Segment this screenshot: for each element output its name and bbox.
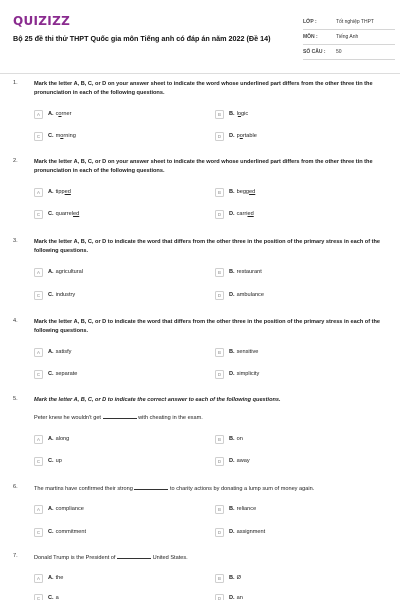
prompt-text-post: United States.: [152, 555, 188, 561]
question-prompt: Mark the letter A, B, C, or D to indicate the correct answer to each of the following questions.: [34, 397, 281, 403]
option-letter-box: C: [34, 132, 43, 141]
question-stem: [34, 413, 203, 421]
option-text-underlined: o: [60, 133, 64, 139]
option-b[interactable]: [215, 109, 248, 119]
header-divider: [0, 73, 400, 74]
option-label: A.: [48, 349, 54, 355]
option-a[interactable]: [34, 347, 71, 357]
option-text: compliance: [55, 506, 84, 512]
option-text: [237, 133, 257, 139]
option-letter-box: B: [215, 188, 224, 197]
option-label: D.: [229, 371, 235, 377]
option-text-underlined: ed: [247, 211, 254, 217]
option-text: [56, 211, 80, 217]
option-text-underlined: o: [58, 111, 62, 117]
option-letter-box: D: [215, 457, 224, 466]
option-a[interactable]: [34, 573, 63, 583]
option-label: A.: [48, 269, 54, 275]
option-d[interactable]: [215, 131, 257, 141]
option-text: a: [55, 595, 59, 600]
meta-row-count: [303, 45, 395, 60]
option-text: away: [236, 458, 250, 464]
option-text: industry: [55, 292, 76, 298]
option-text: an: [236, 595, 243, 600]
question-prompt: [34, 553, 384, 563]
option-label: B.: [229, 189, 235, 195]
option-text: assignment: [236, 529, 266, 535]
option-text-underlined: ed: [64, 189, 71, 195]
option-letter-box: D: [215, 528, 224, 537]
meta-key: MÔN :: [303, 34, 318, 40]
option-text: agricultural: [55, 269, 83, 275]
option-text-post: rning: [63, 133, 76, 139]
option-text: the: [55, 575, 64, 581]
option-letter-box: D: [215, 594, 224, 600]
option-text: [237, 211, 254, 217]
option-letter-box: C: [34, 594, 43, 600]
option-b[interactable]: [215, 187, 255, 197]
option-c[interactable]: [34, 131, 76, 141]
question-number: 6.: [13, 484, 18, 490]
option-b[interactable]: [215, 504, 256, 514]
option-label: C.: [48, 211, 54, 217]
option-text: on: [236, 436, 243, 442]
option-text-post: rner: [61, 111, 72, 117]
option-d[interactable]: [215, 456, 250, 466]
option-letter-box: B: [215, 505, 224, 514]
option-a[interactable]: [34, 109, 71, 119]
option-text: Ø: [236, 575, 241, 581]
option-text: commitment: [55, 529, 87, 535]
option-b[interactable]: [215, 267, 262, 277]
option-d[interactable]: [215, 290, 264, 300]
option-label: D.: [229, 458, 235, 464]
option-letter-box: D: [215, 291, 224, 300]
stem-text-pre: Peter knew he wouldn't get: [34, 415, 101, 421]
option-b[interactable]: [215, 347, 258, 357]
meta-row-subject: [303, 30, 395, 45]
option-c[interactable]: [34, 593, 59, 600]
option-label: A.: [48, 436, 54, 442]
question-prompt: Mark the letter A, B, C, or D to indicate the word that differs from the other three in the position of the primary stress in each of the following questions.: [34, 239, 381, 254]
option-text-pre: p: [236, 133, 240, 139]
option-c[interactable]: [34, 527, 86, 537]
option-a[interactable]: [34, 267, 83, 277]
option-text-pre: quarrel: [55, 211, 74, 217]
option-a[interactable]: [34, 434, 69, 444]
answer-blank: [103, 413, 137, 419]
option-text: [237, 111, 249, 117]
option-label: C.: [48, 529, 54, 535]
option-label: B.: [229, 349, 235, 355]
meta-row-class: [303, 15, 395, 30]
question-prompt: [34, 484, 384, 494]
option-d[interactable]: [215, 527, 265, 537]
option-text-underlined: ed: [249, 189, 256, 195]
meta-value: Tiếng Anh: [336, 34, 359, 40]
option-letter-box: B: [215, 110, 224, 119]
option-text: separate: [55, 371, 78, 377]
option-text-underlined: o: [237, 111, 241, 117]
option-label: A.: [48, 189, 54, 195]
question-number: 4.: [13, 318, 18, 324]
option-a[interactable]: [34, 187, 71, 197]
option-text: [56, 133, 76, 139]
option-text: along: [55, 436, 70, 442]
option-label: A.: [48, 506, 54, 512]
option-d[interactable]: [215, 369, 259, 379]
prompt-text-pre: Donald Trump is the President of: [34, 555, 116, 561]
option-text: [56, 111, 72, 117]
option-d[interactable]: [215, 209, 254, 219]
meta-panel: [303, 15, 395, 60]
option-text-pre: begg: [236, 189, 250, 195]
option-letter-box: D: [215, 132, 224, 141]
option-label: B.: [229, 269, 235, 275]
option-text: simplicity: [236, 371, 260, 377]
option-label: D.: [229, 595, 235, 600]
option-text: [56, 189, 71, 195]
option-letter-box: D: [215, 210, 224, 219]
option-label: D.: [229, 133, 235, 139]
option-label: B.: [229, 111, 235, 117]
prompt-text-pre: The martins have confirmed their strong: [34, 486, 133, 492]
option-label: C.: [48, 133, 54, 139]
option-b[interactable]: [215, 434, 243, 444]
option-letter-box: C: [34, 210, 43, 219]
option-label: C.: [48, 371, 54, 377]
option-letter-box: C: [34, 528, 43, 537]
option-letter-box: A: [34, 188, 43, 197]
option-text: ambulance: [236, 292, 264, 298]
option-label: C.: [48, 595, 54, 600]
option-text: [237, 189, 256, 195]
option-label: D.: [229, 529, 235, 535]
question-prompt: Mark the letter A, B, C, or D to indicate the word that differs from the other three in the position of the primary stress in each of the following questions.: [34, 319, 381, 334]
option-text-pre: tipp: [55, 189, 65, 195]
option-label: A.: [48, 111, 54, 117]
option-label: A.: [48, 575, 54, 581]
option-text-underlined: o: [239, 133, 243, 139]
option-letter-box: B: [215, 268, 224, 277]
meta-key: LỚP :: [303, 19, 317, 25]
option-text-post: gic: [240, 111, 249, 117]
option-letter-box: C: [34, 370, 43, 379]
answer-blank: [134, 484, 168, 490]
option-c[interactable]: [34, 456, 62, 466]
option-letter-box: B: [215, 435, 224, 444]
option-c[interactable]: [34, 209, 79, 219]
option-label: D.: [229, 292, 235, 298]
meta-value: 50: [336, 49, 342, 55]
option-text-pre: l: [236, 111, 238, 117]
option-label: D.: [229, 211, 235, 217]
prompt-text-post: to charity actions by donating a lump sum of money again.: [170, 486, 315, 492]
option-label: B.: [229, 575, 235, 581]
option-letter-box: C: [34, 457, 43, 466]
quizizz-logo: QUIZIZZ: [13, 14, 71, 28]
option-c[interactable]: [34, 369, 77, 379]
option-letter-box: A: [34, 268, 43, 277]
option-label: B.: [229, 506, 235, 512]
option-label: C.: [48, 458, 54, 464]
option-c[interactable]: [34, 290, 75, 300]
question-number: 7.: [13, 553, 18, 559]
option-text: satisfy: [55, 349, 72, 355]
option-letter-box: C: [34, 291, 43, 300]
option-label: C.: [48, 292, 54, 298]
question-prompt: Mark the letter A, B, C, or D on your answer sheet to indicate the word whose underlined part differs from the other three tin the pronunciation in each of the following questions.: [34, 159, 373, 174]
option-letter-box: A: [34, 348, 43, 357]
option-text-pre: carri: [236, 211, 248, 217]
option-text: sensitive: [236, 349, 259, 355]
option-letter-box: A: [34, 505, 43, 514]
question-number: 1.: [13, 80, 18, 86]
question-number: 3.: [13, 238, 18, 244]
option-letter-box: A: [34, 435, 43, 444]
stem-text-post: with cheating in the exam.: [138, 415, 203, 421]
option-letter-box: A: [34, 574, 43, 583]
option-letter-box: B: [215, 348, 224, 357]
question-number: 2.: [13, 158, 18, 164]
option-text-pre: c: [55, 111, 59, 117]
option-text-underlined: ed: [73, 211, 80, 217]
question-prompt: Mark the letter A, B, C, or D on your answer sheet to indicate the word whose underlined part differs from the other three tin the pronunciation in each of the following questions.: [34, 81, 373, 96]
answer-blank: [117, 553, 151, 559]
option-letter-box: D: [215, 370, 224, 379]
option-b[interactable]: [215, 573, 241, 583]
option-letter-box: B: [215, 574, 224, 583]
option-text: reliance: [236, 506, 257, 512]
option-text-post: rtable: [242, 133, 257, 139]
meta-value: Tốt nghiệp THPT: [336, 19, 374, 25]
question-number: 5.: [13, 396, 18, 402]
option-d[interactable]: [215, 593, 243, 600]
option-a[interactable]: [34, 504, 84, 514]
option-text: restaurant: [236, 269, 262, 275]
option-label: B.: [229, 436, 235, 442]
document-title: Bộ 25 đề thi thử THPT Quốc gia môn Tiếng anh có đáp án năm 2022 (Đề 14): [13, 34, 271, 43]
option-letter-box: A: [34, 110, 43, 119]
option-text-pre: m: [55, 133, 61, 139]
meta-key: SỐ CÂU :: [303, 49, 326, 55]
option-text: up: [55, 458, 62, 464]
